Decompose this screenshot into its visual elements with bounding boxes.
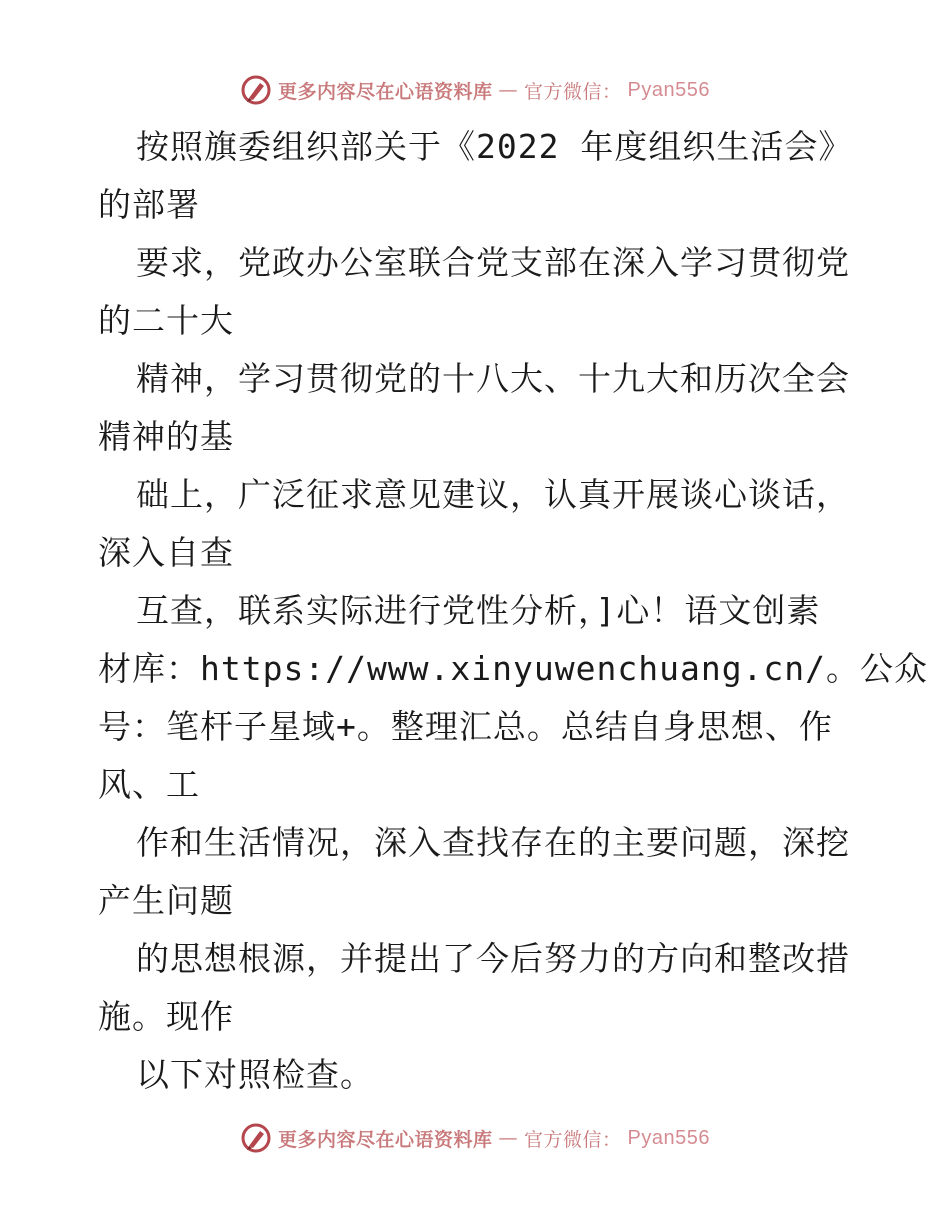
pen-logo-icon bbox=[240, 74, 272, 106]
text-line: 础上，广泛征求意见建议，认真开展谈心谈话， bbox=[136, 475, 850, 514]
header-watermark bbox=[0, 70, 950, 110]
watermark-wechat-id: Pyan556 bbox=[627, 1126, 710, 1149]
text-line: 深入自查 bbox=[98, 533, 234, 572]
watermark-separator: — bbox=[498, 79, 519, 101]
watermark-text: 更多内容尽在心语资料库 bbox=[278, 80, 493, 103]
watermark-separator: — bbox=[498, 1127, 519, 1149]
text-line: 的二十大 bbox=[98, 301, 234, 340]
watermark-wechat-id: Pyan556 bbox=[627, 78, 710, 101]
watermark-wechat-label: 官方微信： bbox=[524, 1128, 622, 1151]
text-line: 施。现作 bbox=[98, 997, 234, 1036]
text-line: 的思想根源，并提出了今后努力的方向和整改措 bbox=[136, 939, 850, 978]
pen-logo-icon bbox=[240, 1122, 272, 1154]
watermark-wechat-label: 官方微信： bbox=[524, 80, 622, 103]
text-line: 产生问题 bbox=[98, 881, 234, 920]
text-line: 精神的基 bbox=[98, 417, 234, 456]
watermark-text: 更多内容尽在心语资料库 bbox=[278, 1128, 493, 1151]
text-line: 风、工 bbox=[98, 765, 200, 804]
footer-watermark bbox=[0, 1118, 950, 1158]
document-body bbox=[98, 118, 929, 1104]
text-line: 按照旗委组织部关于《2022 年度组织生活会》 bbox=[136, 127, 853, 166]
text-line: 的部署 bbox=[98, 185, 200, 224]
text-line: 互查，联系实际进行党性分析，]心！语文创素 bbox=[136, 591, 821, 630]
text-line: 以下对照检查。 bbox=[136, 1055, 374, 1094]
text-line: 作和生活情况，深入查找存在的主要问题，深挖 bbox=[136, 823, 850, 862]
text-line: 精神，学习贯彻党的十八大、十九大和历次全会 bbox=[136, 359, 850, 398]
text-line: 号：笔杆子星域+。整理汇总。总结自身思想、作 bbox=[98, 707, 833, 746]
text-line: 材库：https://www.xinyuwenchuang.cn/。公众 bbox=[98, 649, 929, 688]
text-line: 要求，党政办公室联合党支部在深入学习贯彻党 bbox=[136, 243, 850, 282]
